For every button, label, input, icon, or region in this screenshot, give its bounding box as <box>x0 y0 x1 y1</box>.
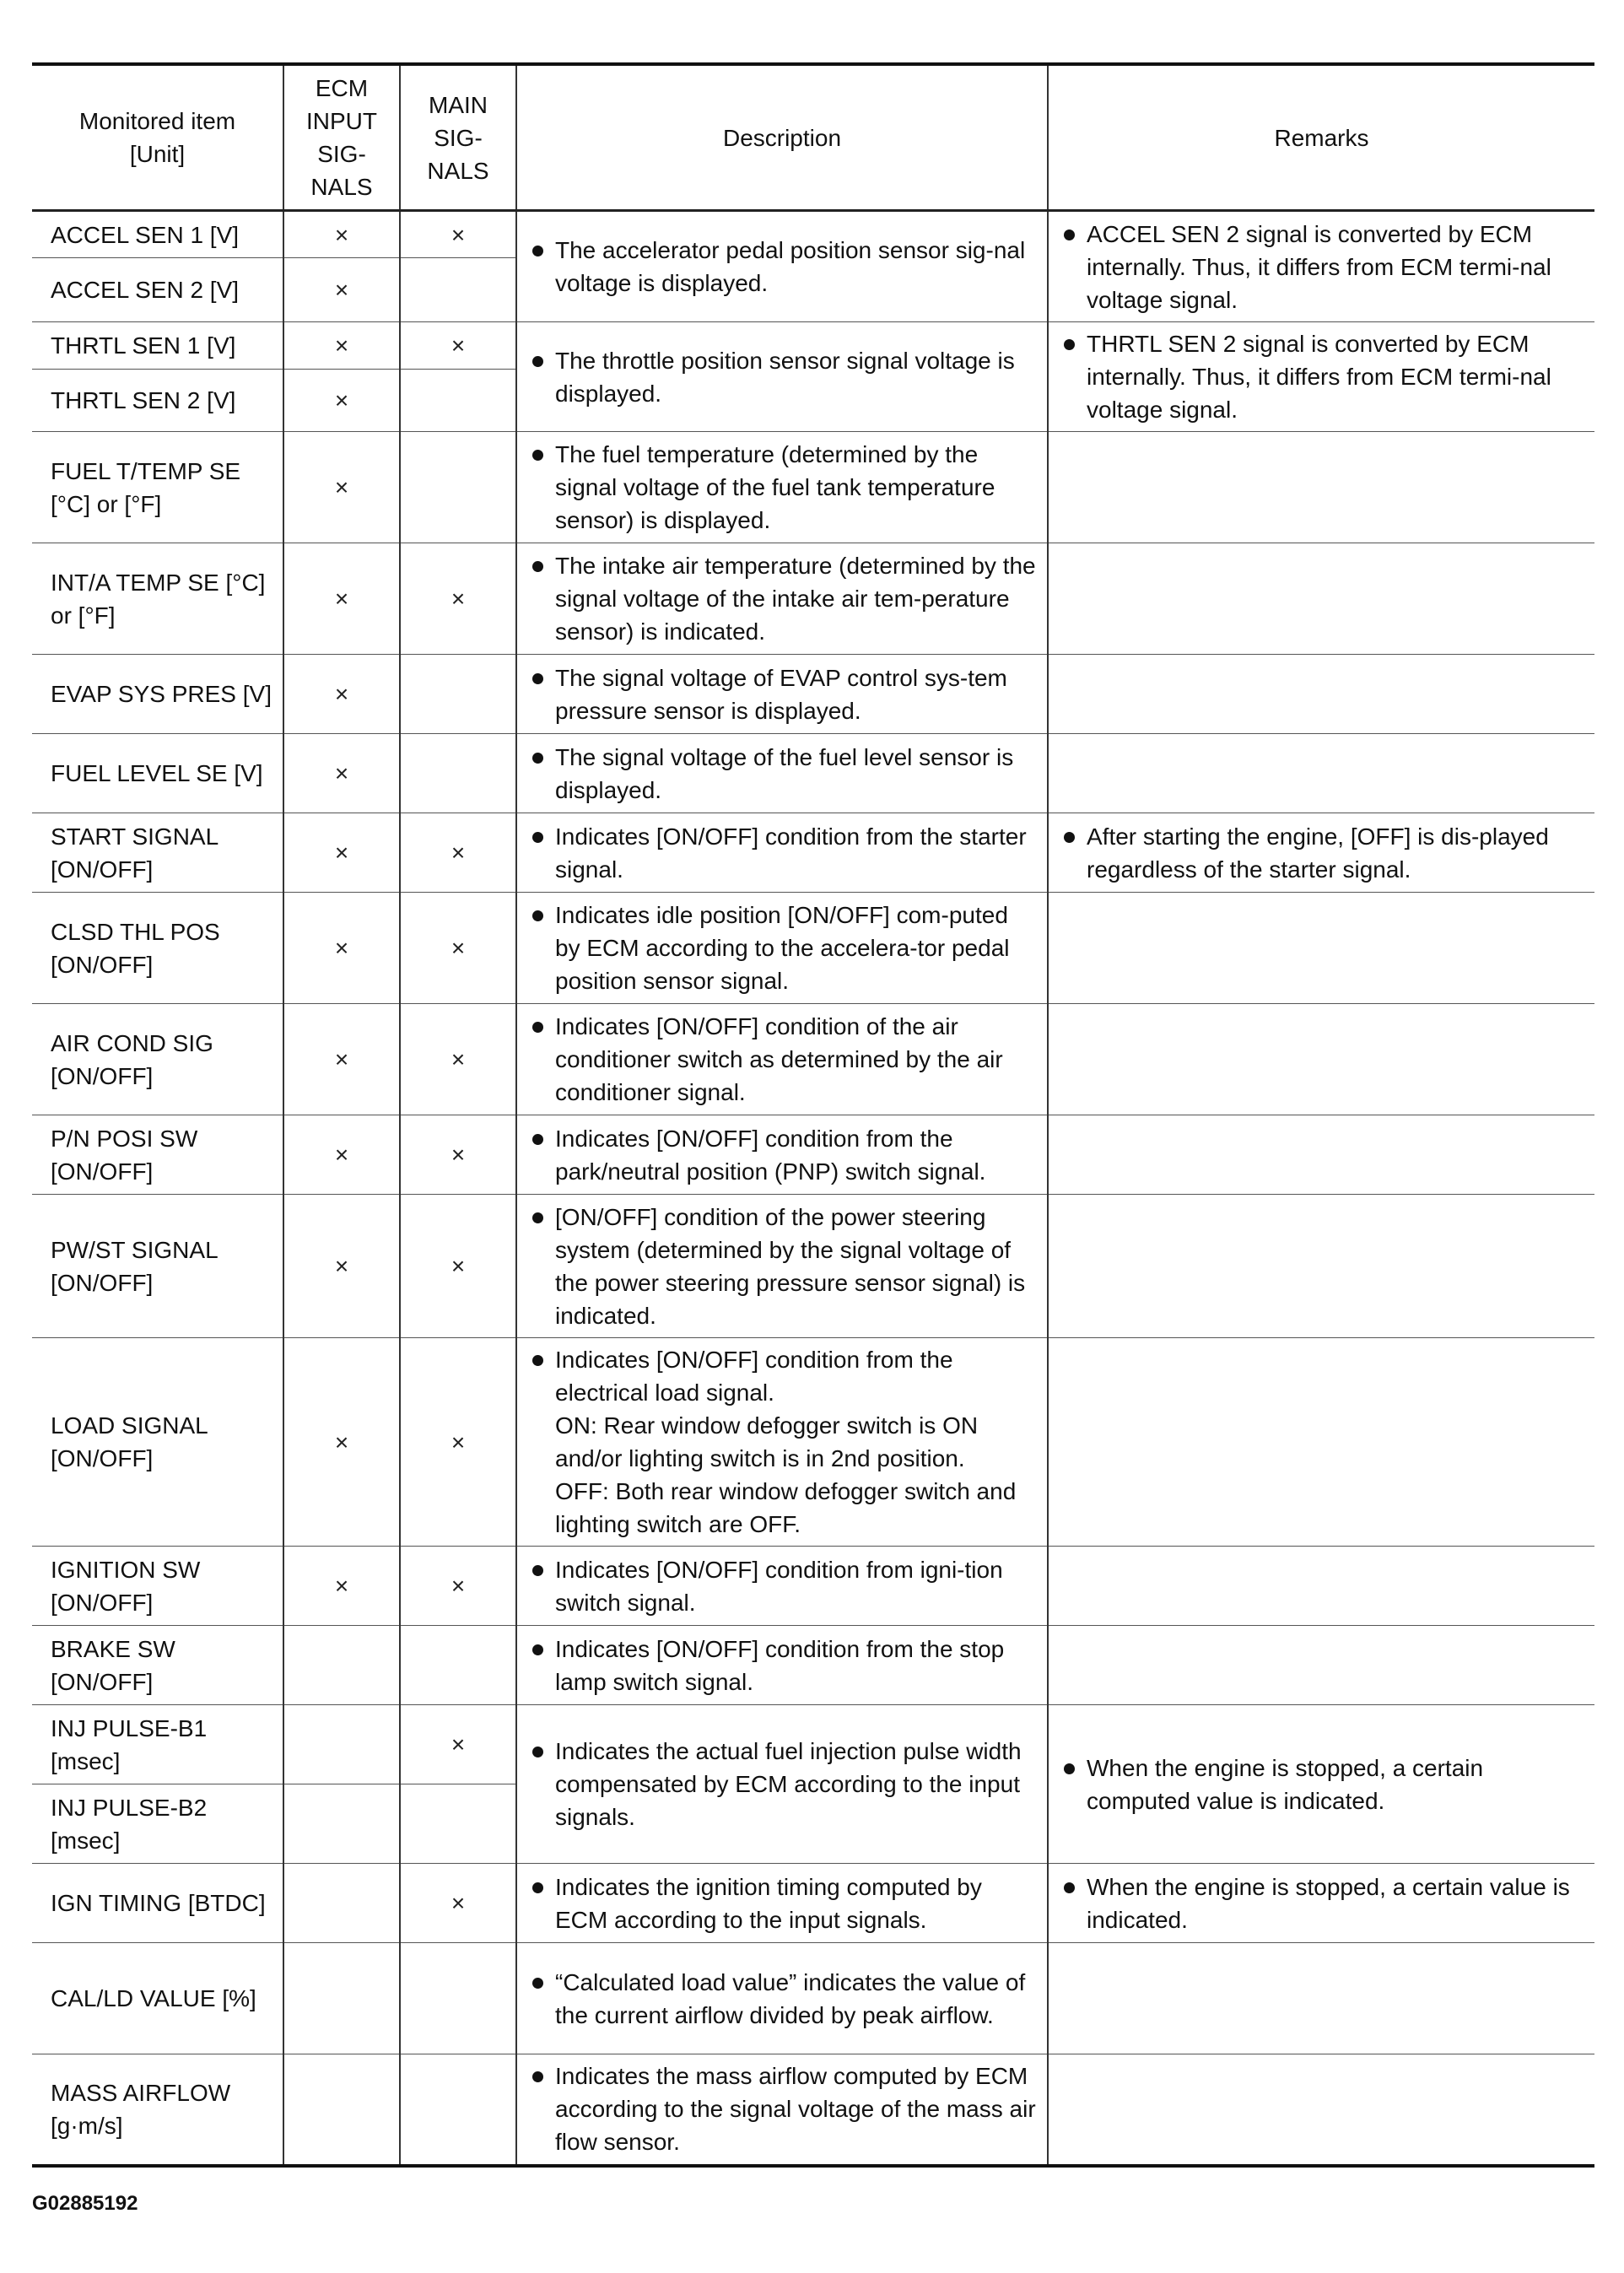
main-signal-mark <box>400 1784 516 1864</box>
bullet-icon <box>532 832 543 843</box>
ecm-input-mark: × <box>283 211 400 258</box>
remarks <box>1048 734 1594 813</box>
ecm-input-mark <box>283 1705 400 1784</box>
description <box>516 1195 1048 1338</box>
description-text: Indicates [ON/OFF] condition of the air conditioner switch as determined by the air conditioner signal. <box>555 1013 1003 1105</box>
description <box>516 322 1048 432</box>
table-row <box>32 1195 1594 1338</box>
remarks <box>1048 543 1594 655</box>
remarks <box>1048 1115 1594 1195</box>
description-text: Indicates the ignition timing computed by ECM according to the input signals. <box>555 1873 982 1933</box>
monitor-item-table <box>32 62 1594 2168</box>
ecm-input-mark <box>283 1864 400 1943</box>
monitored-item: IGNITION SW [ON/OFF] <box>32 1547 283 1626</box>
description-main: Indicates [ON/OFF] condition from the electrical load signal. <box>555 1347 953 1406</box>
main-signal-mark: × <box>400 1547 516 1626</box>
table-row <box>32 655 1594 734</box>
main-signal-mark <box>400 734 516 813</box>
monitored-item: THRTL SEN 2 [V] <box>32 370 283 432</box>
ecm-input-mark: × <box>283 1338 400 1547</box>
bullet-icon <box>1064 229 1075 240</box>
ecm-input-mark: × <box>283 1004 400 1115</box>
monitored-item: CLSD THL POS [ON/OFF] <box>32 893 283 1004</box>
main-signal-mark <box>400 1943 516 2054</box>
monitor-item-table-container <box>32 62 1594 2168</box>
remarks <box>1048 813 1594 893</box>
ecm-input-mark <box>283 1784 400 1864</box>
header-ecm-input-signals: ECM INPUT SIG-NALS <box>283 64 400 211</box>
ecm-input-mark <box>283 2054 400 2166</box>
remarks <box>1048 1195 1594 1338</box>
header-monitored-item: Monitored item [Unit] <box>32 64 283 211</box>
description <box>516 1115 1048 1195</box>
monitored-item: LOAD SIGNAL [ON/OFF] <box>32 1338 283 1547</box>
main-signal-mark: × <box>400 1004 516 1115</box>
ecm-input-mark: × <box>283 655 400 734</box>
document-id: G02885192 <box>32 2192 138 2215</box>
table-row <box>32 211 1594 258</box>
remarks-text: When the engine is stopped, a certain value is indicated. <box>1087 1873 1570 1933</box>
ecm-input-mark <box>283 1943 400 2054</box>
main-signal-mark: × <box>400 1705 516 1784</box>
bullet-icon <box>532 246 543 256</box>
main-signal-mark: × <box>400 1864 516 1943</box>
table-row <box>32 1864 1594 1943</box>
remarks <box>1048 432 1594 543</box>
table-row <box>32 1943 1594 2054</box>
table-row <box>32 813 1594 893</box>
bullet-icon <box>532 1565 543 1576</box>
monitored-item: BRAKE SW [ON/OFF] <box>32 1626 283 1705</box>
bullet-icon <box>532 356 543 367</box>
description-text: Indicates [ON/OFF] condition from the park/neutral position (PNP) switch signal. <box>555 1125 986 1185</box>
ecm-input-mark <box>283 1626 400 1705</box>
description-text: The fuel temperature (determined by the signal voltage of the fuel tank temperature sensor) is displayed. <box>555 441 995 533</box>
description <box>516 813 1048 893</box>
monitored-item: ACCEL SEN 2 [V] <box>32 258 283 322</box>
monitored-item: EVAP SYS PRES [V] <box>32 655 283 734</box>
description <box>516 1705 1048 1864</box>
description-text: Indicates [ON/OFF] condition from the stop lamp switch signal. <box>555 1635 1005 1695</box>
header-remarks: Remarks <box>1048 64 1594 211</box>
bullet-icon <box>532 1355 543 1366</box>
header-description: Description <box>516 64 1048 211</box>
main-signal-mark: × <box>400 211 516 258</box>
bullet-icon <box>532 1747 543 1757</box>
description <box>516 1943 1048 2054</box>
main-signal-mark: × <box>400 322 516 370</box>
monitored-item: AIR COND SIG [ON/OFF] <box>32 1004 283 1115</box>
bullet-icon <box>532 1882 543 1893</box>
main-signal-mark <box>400 655 516 734</box>
remarks <box>1048 2054 1594 2166</box>
description <box>516 1338 1048 1547</box>
ecm-input-mark: × <box>283 432 400 543</box>
description <box>516 432 1048 543</box>
table-row <box>32 1547 1594 1626</box>
remarks <box>1048 1547 1594 1626</box>
main-signal-mark: × <box>400 1338 516 1547</box>
monitored-item: MASS AIRFLOW [g·m/s] <box>32 2054 283 2166</box>
remarks-text: When the engine is stopped, a certain computed value is indicated. <box>1087 1754 1484 1814</box>
ecm-input-mark: × <box>283 370 400 432</box>
bullet-icon <box>1064 832 1075 843</box>
remarks <box>1048 1943 1594 2054</box>
main-signal-mark <box>400 2054 516 2166</box>
bullet-icon <box>532 1212 543 1223</box>
remarks <box>1048 211 1594 322</box>
description <box>516 211 1048 322</box>
description-text: The signal voltage of the fuel level sensor is displayed. <box>555 743 1014 803</box>
remarks-text: ACCEL SEN 2 signal is converted by ECM internally. Thus, it differs from ECM termi-nal voltage signal. <box>1087 220 1551 313</box>
bullet-icon <box>532 910 543 921</box>
description <box>516 893 1048 1004</box>
description <box>516 1004 1048 1115</box>
monitored-item: ACCEL SEN 1 [V] <box>32 211 283 258</box>
remarks-text: THRTL SEN 2 signal is converted by ECM internally. Thus, it differs from ECM termi-nal voltage signal. <box>1087 331 1551 423</box>
description-text: The intake air temperature (determined by the signal voltage of the intake air tem-perature sensor) is indicated. <box>555 553 1036 645</box>
description <box>516 655 1048 734</box>
description-text: “Calculated load value” indicates the value of the current airflow divided by peak airflow. <box>555 1968 1026 2028</box>
table-row <box>32 1626 1594 1705</box>
ecm-input-mark: × <box>283 1115 400 1195</box>
monitored-item: PW/ST SIGNAL [ON/OFF] <box>32 1195 283 1338</box>
main-signal-mark: × <box>400 813 516 893</box>
description-text: Indicates idle position [ON/OFF] com-puted by ECM according to the accelera-tor pedal position sensor signal. <box>555 902 1010 994</box>
table-row <box>32 1338 1594 1547</box>
monitored-item: CAL/LD VALUE [%] <box>32 1943 283 2054</box>
description <box>516 1547 1048 1626</box>
bullet-icon <box>532 673 543 684</box>
table-row <box>32 1004 1594 1115</box>
ecm-input-mark: × <box>283 813 400 893</box>
monitored-item: FUEL T/TEMP SE [°C] or [°F] <box>32 432 283 543</box>
bullet-icon <box>532 1134 543 1145</box>
bullet-icon <box>1064 1763 1075 1774</box>
monitored-item: THRTL SEN 1 [V] <box>32 322 283 370</box>
table-row <box>32 432 1594 543</box>
remarks <box>1048 1626 1594 1705</box>
table-row <box>32 1705 1594 1784</box>
bullet-icon <box>532 1978 543 1989</box>
description-on-state: ON: Rear window defogger switch is ON and/or lighting switch is in 2nd position. <box>555 1412 979 1471</box>
main-signal-mark <box>400 1626 516 1705</box>
bullet-icon <box>1064 339 1075 350</box>
description-text: The signal voltage of EVAP control sys-tem pressure sensor is displayed. <box>555 664 1007 724</box>
bullet-icon <box>532 2071 543 2082</box>
description <box>516 1626 1048 1705</box>
description-text: Indicates [ON/OFF] condition from igni-tion switch signal. <box>555 1556 1003 1616</box>
table-row <box>32 543 1594 655</box>
description <box>516 543 1048 655</box>
description-text: [ON/OFF] condition of the power steering system (determined by the signal voltage of the power steering pressure sensor signal) is indicated. <box>555 1203 1026 1329</box>
remarks <box>1048 1864 1594 1943</box>
main-signal-mark <box>400 432 516 543</box>
ecm-input-mark: × <box>283 893 400 1004</box>
monitored-item: INJ PULSE-B2 [msec] <box>32 1784 283 1864</box>
main-signal-mark: × <box>400 893 516 1004</box>
ecm-input-mark: × <box>283 1547 400 1626</box>
ecm-input-mark: × <box>283 1195 400 1338</box>
description-text: Indicates the actual fuel injection pulse width compensated by ECM according to the input signals. <box>555 1738 1022 1830</box>
header-row <box>32 64 1594 211</box>
description-text: Indicates [ON/OFF] condition from the starter signal. <box>555 823 1027 883</box>
main-signal-mark <box>400 370 516 432</box>
remarks-text: After starting the engine, [OFF] is dis-played regardless of the starter signal. <box>1087 823 1549 883</box>
bullet-icon <box>532 1022 543 1033</box>
main-signal-mark: × <box>400 543 516 655</box>
main-signal-mark: × <box>400 1195 516 1338</box>
bullet-icon <box>532 450 543 461</box>
table-row <box>32 2054 1594 2166</box>
ecm-input-mark: × <box>283 543 400 655</box>
table-row <box>32 893 1594 1004</box>
remarks <box>1048 1004 1594 1115</box>
remarks <box>1048 1338 1594 1547</box>
description <box>516 1864 1048 1943</box>
remarks <box>1048 655 1594 734</box>
monitored-item: IGN TIMING [BTDC] <box>32 1864 283 1943</box>
table-row <box>32 1115 1594 1195</box>
description-text: Indicates the mass airflow computed by ECM according to the signal voltage of the mass air flow sensor. <box>555 2063 1036 2156</box>
description-text: The accelerator pedal position sensor sig-nal voltage is displayed. <box>555 237 1026 296</box>
bullet-icon <box>532 1644 543 1655</box>
description <box>516 734 1048 813</box>
ecm-input-mark: × <box>283 258 400 322</box>
remarks <box>1048 322 1594 432</box>
monitored-item: FUEL LEVEL SE [V] <box>32 734 283 813</box>
description-text <box>555 1343 1039 1541</box>
ecm-input-mark: × <box>283 322 400 370</box>
table-row <box>32 322 1594 370</box>
bullet-icon <box>532 561 543 572</box>
remarks <box>1048 893 1594 1004</box>
bullet-icon <box>1064 1882 1075 1893</box>
table-row <box>32 734 1594 813</box>
header-main-signals: MAIN SIG-NALS <box>400 64 516 211</box>
bullet-icon <box>532 753 543 764</box>
description <box>516 2054 1048 2166</box>
monitored-item: START SIGNAL [ON/OFF] <box>32 813 283 893</box>
description-off-state: OFF: Both rear window defogger switch and lighting switch are OFF. <box>555 1478 1017 1537</box>
remarks <box>1048 1705 1594 1864</box>
ecm-input-mark: × <box>283 734 400 813</box>
description-text: The throttle position sensor signal voltage is displayed. <box>555 347 1015 407</box>
monitored-item: INJ PULSE-B1 [msec] <box>32 1705 283 1784</box>
monitored-item: P/N POSI SW [ON/OFF] <box>32 1115 283 1195</box>
main-signal-mark: × <box>400 1115 516 1195</box>
main-signal-mark <box>400 258 516 322</box>
monitored-item: INT/A TEMP SE [°C] or [°F] <box>32 543 283 655</box>
